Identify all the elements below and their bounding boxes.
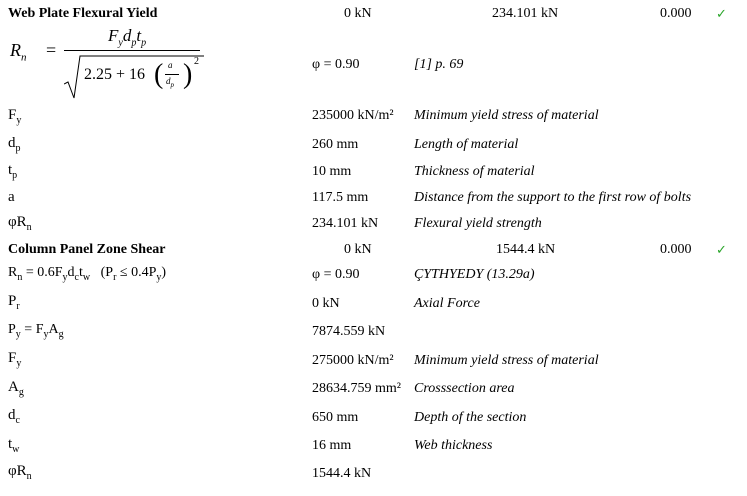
desc-phirn: Flexural yield strength xyxy=(414,216,542,231)
symbol-phirn: $\varphi R_n$ xyxy=(8,214,32,233)
desc-tp: Thickness of material xyxy=(414,164,535,179)
value-fy-2: 275000 kN/m² xyxy=(312,353,394,368)
symbol-fy: $F_y$ xyxy=(8,107,22,126)
section-title-panel-zone: Column Panel Zone Shear xyxy=(8,242,166,257)
check-icon: ✓ xyxy=(716,7,727,22)
value-tw: 16 mm xyxy=(312,438,352,453)
symbol-dp: $d_p$ xyxy=(8,135,21,154)
demand-value: 0 kN xyxy=(344,6,372,21)
desc-fy: Minimum yield stress of material xyxy=(414,108,599,123)
value-tp: 10 mm xyxy=(312,164,352,179)
symbol-dc: $d_c$ xyxy=(8,407,20,426)
value-phirn: 234.101 kN xyxy=(312,216,379,231)
value-phirn-2: 1544.4 kN xyxy=(312,466,372,481)
value-fy: 235000 kN/m² xyxy=(312,108,394,123)
capacity-value: 234.101 kN xyxy=(492,6,559,21)
desc-tw: Web thickness xyxy=(414,438,493,453)
ratio-value: 0.000 xyxy=(660,6,692,21)
rn-formula: $R_n$ = $F_yd_pt_p$ 2.25 + 16 ( a $d_p$ ) 2 xyxy=(8,24,208,104)
reference: [1] p. 69 xyxy=(414,57,464,72)
symbol-fy-2: $F_y$ xyxy=(8,350,22,369)
desc-ag: Crosssection area xyxy=(414,381,515,396)
desc-dp: Length of material xyxy=(414,137,519,152)
symbol-phirn-2: $\varphi R_n$ xyxy=(8,463,32,482)
value-pr: 0 kN xyxy=(312,296,340,311)
desc-a: Distance from the support to the first row of bolts xyxy=(414,190,692,205)
symbol-ag: $A_g$ xyxy=(8,379,24,398)
desc-dc: Depth of the section xyxy=(414,410,527,425)
desc-fy-2: Minimum yield stress of material xyxy=(414,353,599,368)
value-dc: 650 mm xyxy=(312,410,359,425)
section-title-web-plate: Web Plate Flexural Yield xyxy=(8,6,158,21)
symbol-tp: $t_p$ xyxy=(8,162,18,181)
symbol-a: a xyxy=(8,189,15,205)
rn-shear-formula: $R_n = 0.6F_yd_ct_w$ $(P_r \le 0.4P_y)$ xyxy=(8,265,167,283)
py-formula: $P_y = F_yA_g$ xyxy=(8,322,64,340)
ratio-value-2: 0.000 xyxy=(660,242,692,257)
reference-2: ÇYTHYEDY (13.29a) xyxy=(414,267,535,282)
symbol-tw: $t_w$ xyxy=(8,436,20,455)
desc-pr: Axial Force xyxy=(414,296,480,311)
symbol-pr: $P_r$ xyxy=(8,293,20,312)
value-ag: 28634.759 mm² xyxy=(312,381,401,396)
check-icon: ✓ xyxy=(716,243,727,258)
demand-value-2: 0 kN xyxy=(344,242,372,257)
capacity-value-2: 1544.4 kN xyxy=(496,242,556,257)
value-py: 7874.559 kN xyxy=(312,324,386,339)
value-dp: 260 mm xyxy=(312,137,359,152)
phi-factor-2: φ = 0.90 xyxy=(312,267,360,282)
phi-factor: φ = 0.90 xyxy=(312,57,360,72)
value-a: 117.5 mm xyxy=(312,190,369,205)
